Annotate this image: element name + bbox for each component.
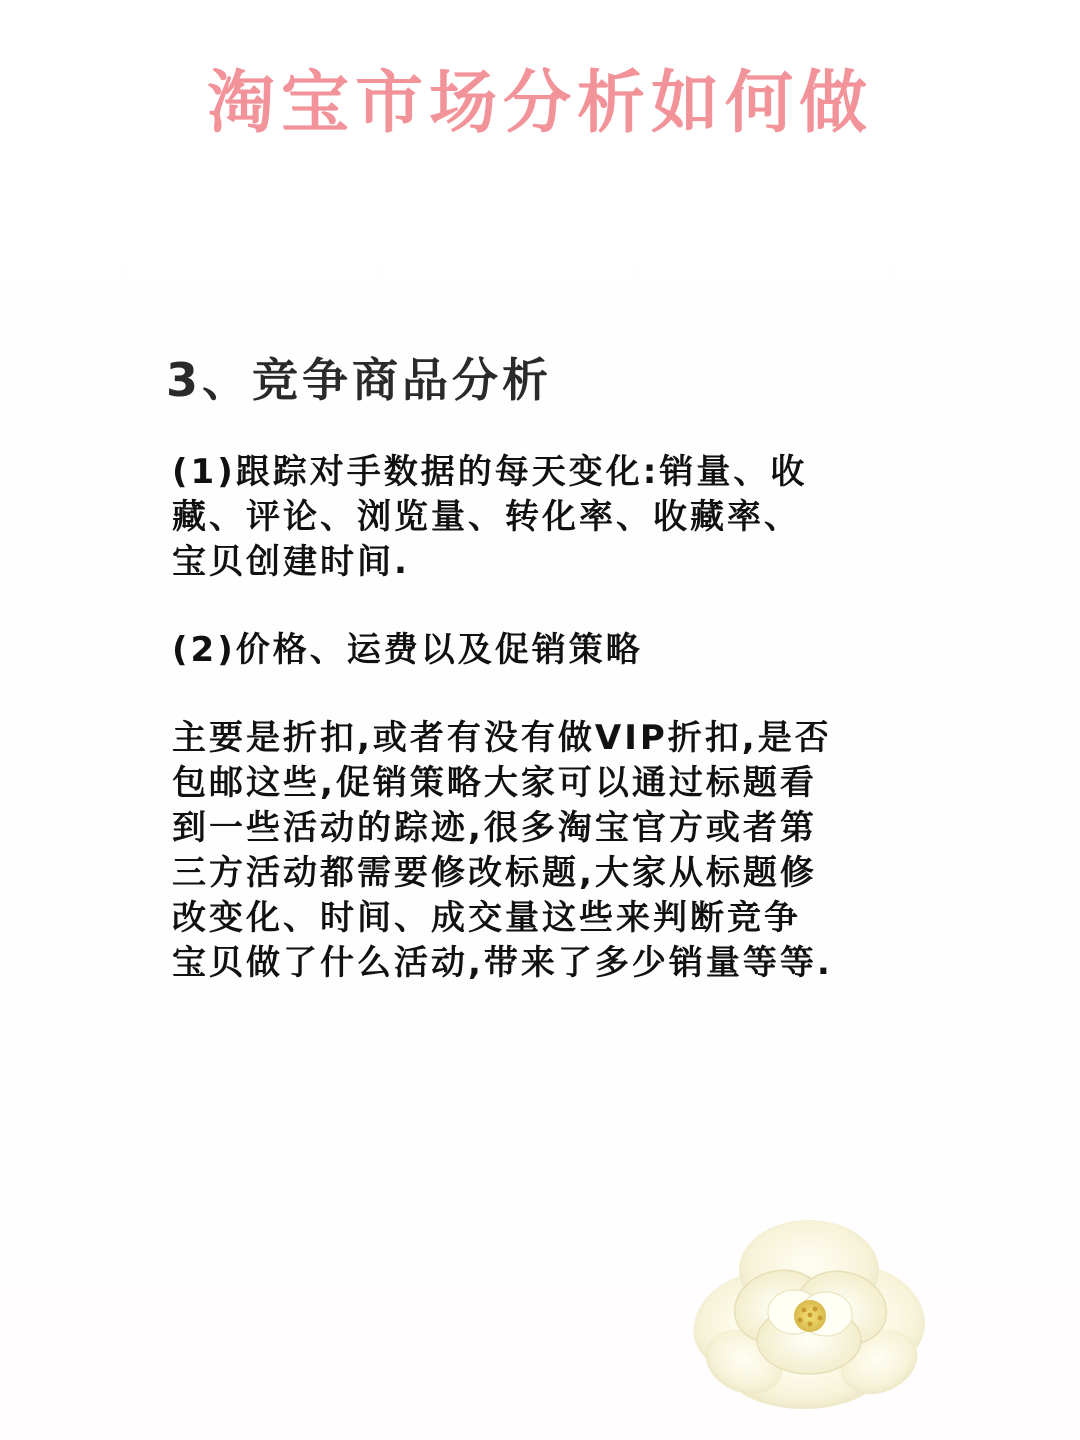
paragraph-line: 宝贝创建时间. <box>172 542 410 582</box>
paragraph-line: 藏、评论、浏览量、转化率、收藏率、 <box>172 497 801 537</box>
white-camellia-flower-icon <box>684 1212 934 1412</box>
paragraph-promotion-details <box>172 716 892 986</box>
paragraph-line: (1)跟踪对手数据的每天变化:销量、收 <box>172 452 808 492</box>
section-heading: 3、竞争商品分析 <box>166 353 553 408</box>
paragraph-line: 主要是折扣,或者有没有做VIP折扣,是否 <box>172 718 832 758</box>
paragraph-line: 包邮这些,促销策略大家可以通过标题看 <box>172 763 817 803</box>
paragraph-pricing-strategy <box>172 628 892 673</box>
paragraph-line: 宝贝做了什么活动,带来了多少销量等等. <box>172 943 833 983</box>
paragraph-line: (2)价格、运费以及促销策略 <box>172 630 643 670</box>
paragraph-competitor-tracking <box>172 450 892 585</box>
page-title: 淘宝市场分析如何做 <box>206 63 873 143</box>
paragraph-line: 三方活动都需要修改标题,大家从标题修 <box>172 853 817 893</box>
paragraph-line: 改变化、时间、成交量这些来判断竞争 <box>172 898 801 938</box>
paragraph-line: 到一些活动的踪迹,很多淘宝官方或者第 <box>172 808 817 848</box>
